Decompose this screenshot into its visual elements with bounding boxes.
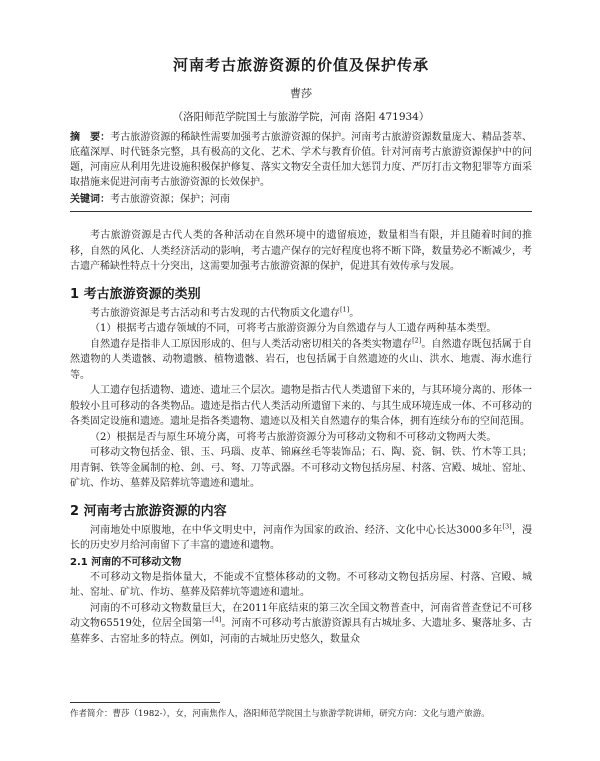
citation: [3]: [502, 522, 512, 531]
section-1-paragraph: 自然遗存是指非人工原因形成的、但与人类活动密切相关的各类实物遗存[2]。自然遗存既包括属于自然遗物的人类遗骸、动物遗骸、植物遗骸、岩石，也包括属于自然遗迹的火山、洪水、地震、海水進行等。: [70, 336, 533, 381]
keywords: [70, 192, 532, 207]
paper-page: [70, 40, 532, 740]
citation: [2]: [412, 336, 422, 345]
abstract-label: 摘 要：: [70, 132, 111, 143]
header-divider: [70, 211, 532, 212]
section-1-paragraph: 可移动文物包括金、银、玉、玛瑙、皮革、锦麻丝毛等装饰品；石、陶、瓷、铜、铁、竹木等工具；用青铜、铁等金属制的枪、剑、弓、弩、刀等武器。不可移动文物包括房屋、村落、宫殿、城址、窑址、矿坑、作坊、墓葬及陪葬坑等遗迹和遗址。: [70, 447, 532, 489]
author-affiliation: （洛阳师范学院国土与旅游学院，河南 洛阳 471934）: [172, 111, 430, 123]
section-1-paragraph: （1）根据考古遗存领域的不同，可将考古旅游资源分为自然遗存与人工遗存两种基本类型。: [90, 323, 497, 334]
keywords-label: 关键词：: [70, 194, 110, 205]
section-1-paragraph: 人工遗存包括遗物、遗迹、遗址三个层次。遗物是指古代人类遗留下来的，与其环境分离的、形体一般较小且可移动的各类物品。遗迹是指古代人类活动所遗留下来的、与其生成环境连成一体、不可移动的各类固定设施和遗迹。遗址是指各类遗物、遗迹以及相关自然遗存的集合体，拥有连续分布的空间范围。: [70, 385, 532, 427]
abstract-text: 考古旅游资源的稀缺性需要加强考古旅游资源的保护。河南考古旅游资源数量庞大、精品荟萃、底蕴深厚、时代链条完整，具有极高的文化、艺术、学术与教育价值。针对河南考古旅游资源保护中的问题，河南应从利用先进设施积极保护修复、落实文物安全责任加大惩罚力度、严厉打击文物犯罪等方面采取措施来促进河南考古旅游资源的长效保护。: [70, 132, 533, 188]
keywords-text: 考古旅游资源；保护；河南: [110, 194, 230, 205]
citation: [4]: [212, 615, 222, 624]
paper-title: 河南考古旅游资源的价值及保护传承: [172, 56, 429, 74]
subsection-2-1-paragraph: 不可移动文物是指体量大，不能或不宜整体移动的文物。不可移动文物包括房屋、村落、宫殿、城址、窑址、矿坑、作坊、墓葬及陪葬坑等遗迹和遗址。: [70, 571, 532, 598]
citation: [1]: [340, 305, 350, 314]
abstract: [70, 130, 532, 190]
footnote-divider: [70, 702, 220, 703]
subsection-2-1-paragraph: 河南的不可移动文物数量巨大，在2011年底结束的第三次全国文物普查中，河南省普查登记不可移动文物65519处，位居全国第一[4]。河南不可移动考古旅游资源具有古城址多、大遗址多、聚落址多、古墓葬多、古窑址多的特点。例如，河南的古城址历史悠久，数量众: [70, 602, 533, 645]
section-1-paragraph: 考古旅游资源是考古活动和考古发现的古代物质文化遗存[1]。: [90, 305, 360, 319]
author-name: 曹莎: [290, 87, 312, 100]
author-footnote: 作者简介：曹莎（1982-），女，河南焦作人，洛阳师范学院国土与旅游学院讲师，研究方向：文化与遗产旅游。: [70, 709, 490, 719]
section-1-heading: 1 考古旅游资源的类别: [70, 286, 201, 302]
section-1-paragraph: （2）根据是否与原生环境分离，可将考古旅游资源分为可移动文物和不可移动文物两大类。: [90, 431, 497, 443]
section-2-heading: 2 河南考古旅游资源的内容: [70, 503, 227, 519]
intro-paragraph: 考古旅游资源是古代人类的各种活动在自然环境中的遗留痕迹，数量相当有限，并且随着时间的推移，自然的风化、人类经济活动的影响，考古遗产保存的完好程度也将不断下降，数量势必不断减少，考古遗产稀缺性特点十分突出，这需要加强考古旅游资源的保护，促进其有效传承与发展。: [70, 230, 532, 272]
subsection-2-1-heading: 2.1 河南的不可移动文物: [70, 556, 182, 568]
section-2-paragraph: 河南地处中原腹地，在中华文明史中，河南作为国家的政治、经济、文化中心长达3000多年[3]，漫长的历史岁月给河南留下了丰富的遗迹和遗物。: [70, 522, 532, 551]
